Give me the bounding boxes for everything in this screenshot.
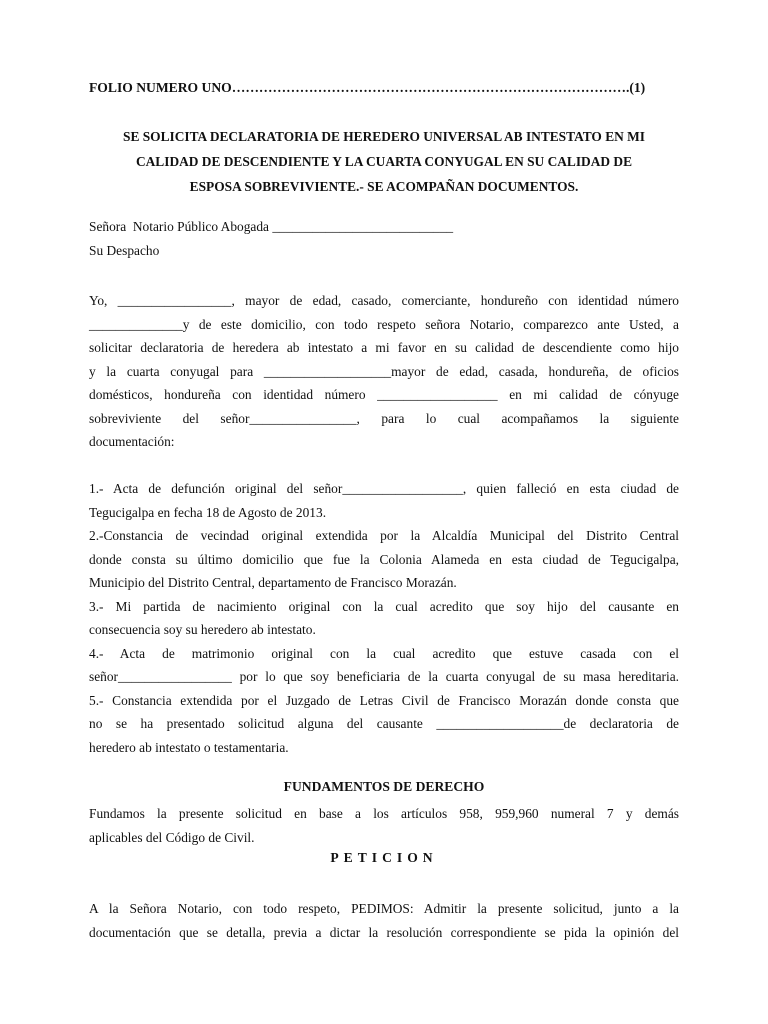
paragraph-line: aplicables del Código de Civil.	[89, 829, 255, 845]
heading-line: SE SOLICITA DECLARATORIA DE HEREDERO UNIVERSAL AB INTESTATO EN MI	[123, 129, 645, 144]
petitioner-paragraph	[89, 289, 679, 454]
list-item	[89, 595, 679, 642]
folio-number: .(1)	[625, 80, 646, 95]
list-item-line: heredero ab intestato o testamentaria.	[89, 739, 289, 755]
list-item-line: no se ha presentado solicitud alguna del causante ___________________de declaratoria de	[89, 716, 679, 731]
folio-dots: ……………………………………………………………………………	[231, 80, 626, 95]
list-item-line: 4.- Acta de matrimonio original con la cual acredito que estuve casada con el	[89, 645, 679, 661]
fundamentos-paragraph	[89, 802, 679, 849]
list-item-line: 3.- Mi partida de nacimiento original con la cual acredito que soy hijo del causante en	[89, 598, 679, 614]
list-item	[89, 689, 679, 760]
paragraph-line: documentación:	[89, 434, 175, 449]
folio-line	[89, 80, 679, 96]
list-item-line: 1.- Acta de defunción original del señor__________________, quien falleció en esta ciudad de	[89, 481, 679, 496]
paragraph-line: A la Señora Notario, con todo respeto, PEDIMOS: Admitir la presente solicitud, junto a la	[89, 901, 679, 916]
list-item-line: 2.-Constancia de vecindad original extendida por la Alcaldía Municipal del Distrito Central	[89, 528, 679, 543]
heading-line: CALIDAD DE DESCENDIENTE Y LA CUARTA CONYUGAL EN SU CALIDAD DE	[135, 154, 633, 169]
paragraph-line: documentación que se detalla, previa a dictar la resolución correspondiente se pida la opinión del	[89, 924, 679, 940]
paragraph-line: solicitar declaratoria de heredera ab intestato a mi favor en su calidad de descendiente como hijo	[89, 340, 679, 355]
list-item	[89, 477, 679, 524]
paragraph-line: sobreviviente del señor________________, para lo cual acompañamos la siguiente	[89, 410, 679, 426]
paragraph-line: Yo, _________________, mayor de edad, casado, comerciante, hondureño con identidad número	[89, 293, 679, 308]
heading-line: ESPOSA SOBREVIVIENTE.- SE ACOMPAÑAN DOCUMENTOS.	[189, 179, 579, 194]
list-item	[89, 524, 679, 595]
section-title-peticion: PETICION	[330, 850, 438, 865]
list-item-line: donde consta su último domicilio que fue la Colonia Alameda en esta ciudad de Tegucigalpa,	[89, 551, 679, 567]
paragraph-line: ______________y de este domicilio, con todo respeto señora Notario, comparezco ante Usted, a	[89, 316, 679, 332]
document-list	[89, 477, 679, 759]
paragraph-line: y la cuarta conyugal para ___________________mayor de edad, casada, hondureña, de oficios	[89, 363, 679, 379]
document-heading	[89, 124, 679, 199]
paragraph-line: Fundamos la presente solicitud en base a los artículos 958, 959,960 numeral 7 y demás	[89, 806, 679, 821]
section-title-fundamentos: FUNDAMENTOS DE DERECHO	[283, 779, 485, 794]
peticion-paragraph	[89, 897, 679, 944]
list-item-line: señor_________________ por lo que soy beneficiaria de la cuarta conyugal de su masa hereditaria.	[89, 669, 679, 684]
list-item-line: Municipio del Distrito Central, departamento de Francisco Morazán.	[89, 575, 457, 590]
paragraph-line: domésticos, hondureña con identidad número __________________ en mi calidad de cónyuge	[89, 387, 679, 402]
addressee-office: Su Despacho	[89, 243, 160, 258]
list-item-line: 5.- Constancia extendida por el Juzgado de Letras Civil de Francisco Morazán donde consta que	[89, 692, 679, 708]
addressee-line: Señora Notario Público Abogada ___________________________	[89, 219, 454, 234]
list-item-line: Tegucigalpa en fecha 18 de Agosto de 2013.	[89, 504, 327, 520]
list-item-line: consecuencia soy su heredero ab intestato.	[89, 622, 316, 637]
list-item	[89, 642, 679, 689]
folio-label: FOLIO NUMERO UNO	[89, 80, 232, 95]
